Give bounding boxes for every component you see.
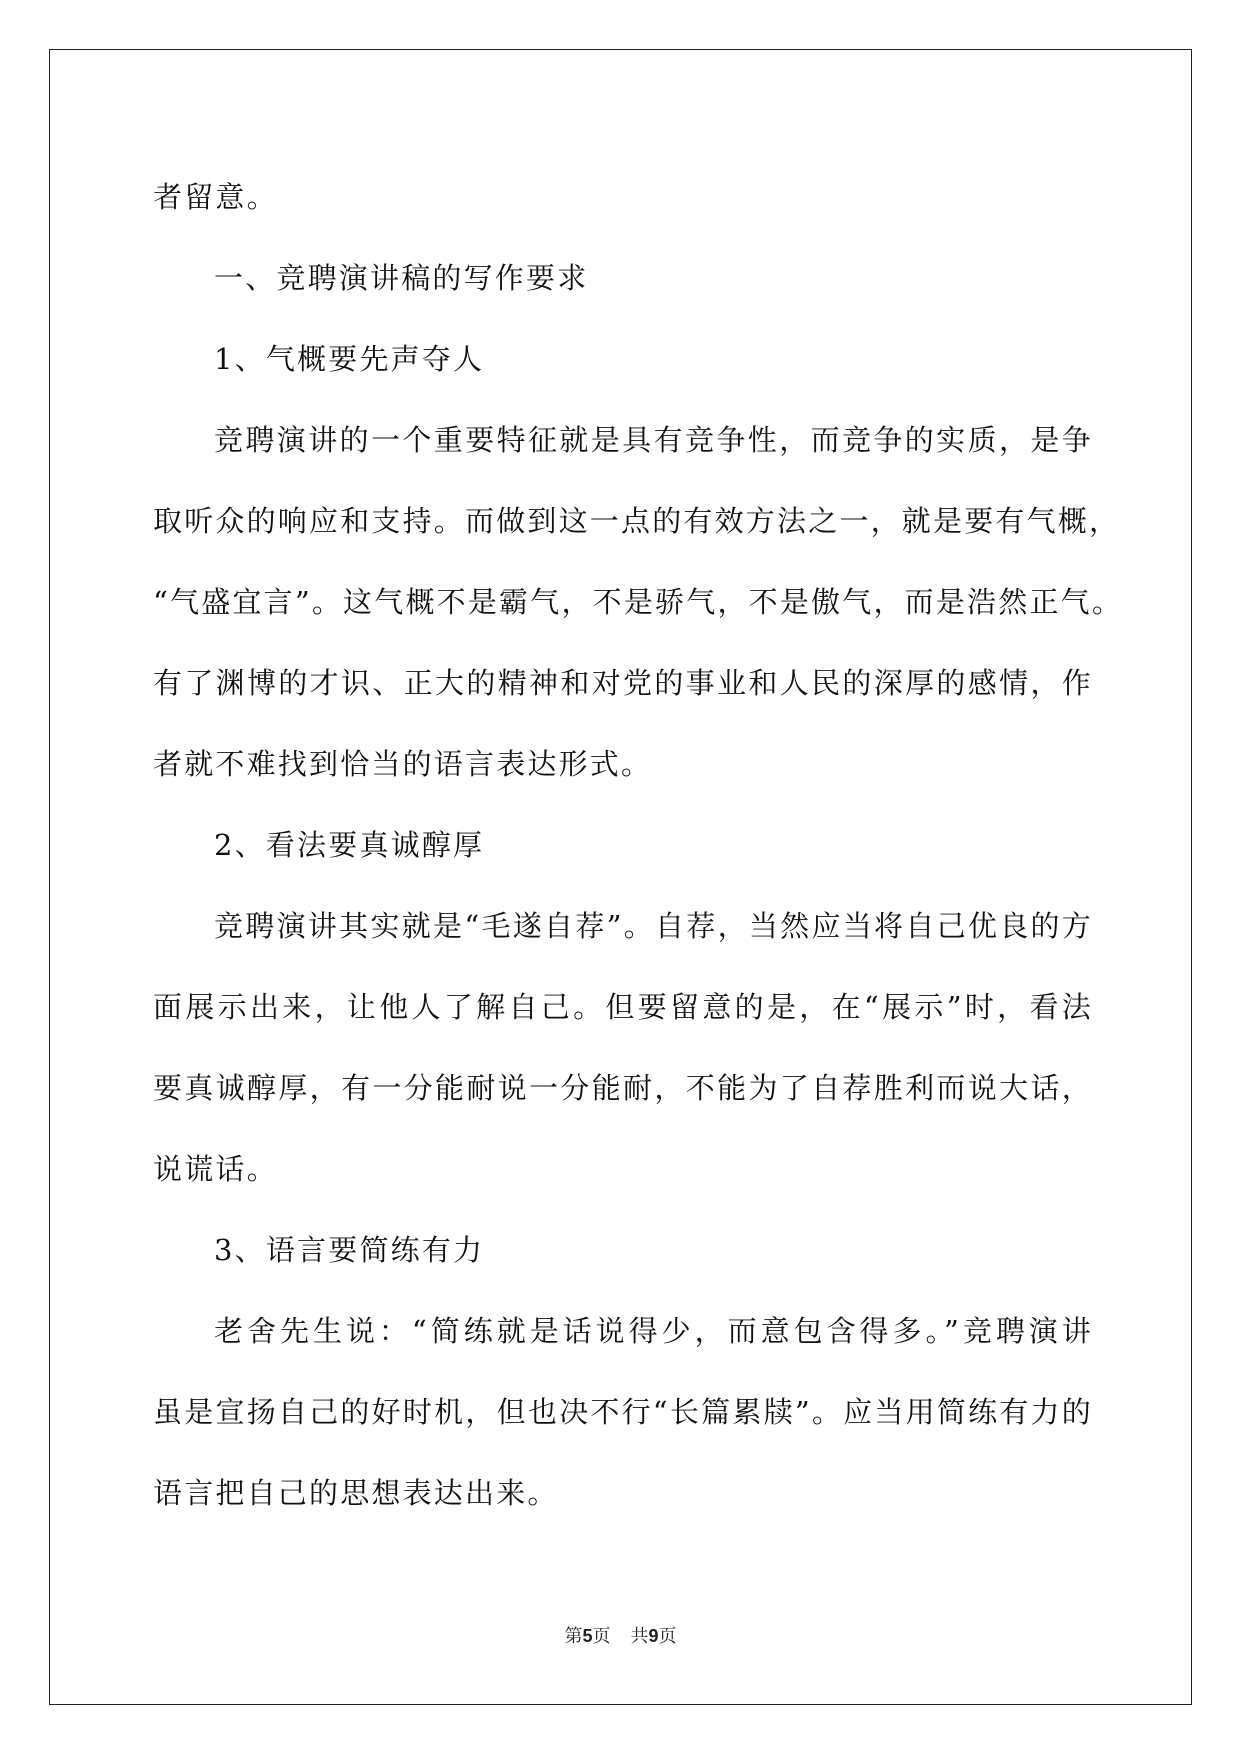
total-prefix: 共 <box>630 1626 649 1647</box>
page-footer <box>0 1622 1241 1648</box>
page-prefix: 第 <box>564 1626 583 1647</box>
text-line: 竞聘演讲其实就是“毛遂自荐”。自荐，当然应当将自己优良的方 <box>214 909 1093 943</box>
section-heading: 一、竞聘演讲稿的写作要求 <box>214 261 589 295</box>
text-line: 说谎话。 <box>153 1152 278 1186</box>
subsection-heading: 2、看法要真诚醇厚 <box>214 828 485 862</box>
text-line: 有了渊博的才识、正大的精神和对党的事业和人民的深厚的感情，作 <box>153 666 1093 700</box>
page-suffix: 页 <box>592 1626 611 1647</box>
total-pages: 9 <box>648 1626 659 1646</box>
text-line: 者留意。 <box>153 180 278 214</box>
subsection-heading: 1、气概要先声夺人 <box>214 342 485 376</box>
text-line: 者就不难找到恰当的语言表达形式。 <box>153 747 653 781</box>
total-suffix: 页 <box>658 1626 677 1647</box>
page-number: 5 <box>582 1626 593 1646</box>
text-line: 竞聘演讲的一个重要特征就是具有竞争性，而竞争的实质，是争 <box>214 423 1093 457</box>
text-line: 老舍先生说：“简练就是话说得少，而意包含得多。”竞聘演讲 <box>214 1314 1093 1348</box>
text-line: “气盛宜言”。这气概不是霸气，不是骄气，不是傲气，而是浩然正气。 <box>153 585 1124 619</box>
text-line: 面展示出来，让他人了解自己。但要留意的是，在“展示”时，看法 <box>153 990 1093 1024</box>
text-line: 要真诚醇厚，有一分能耐说一分能耐，不能为了自荐胜利而说大话， <box>153 1071 1093 1105</box>
subsection-heading: 3、语言要简练有力 <box>214 1233 485 1267</box>
text-line: 语言把自己的思想表达出来。 <box>153 1476 559 1510</box>
document-body <box>153 157 1124 1534</box>
text-line: 取听众的响应和支持。而做到这一点的有效方法之一，就是要有气概， <box>153 504 1121 538</box>
text-line: 虽是宣扬自己的好时机，但也决不行“长篇累牍”。应当用简练有力的 <box>153 1395 1093 1429</box>
